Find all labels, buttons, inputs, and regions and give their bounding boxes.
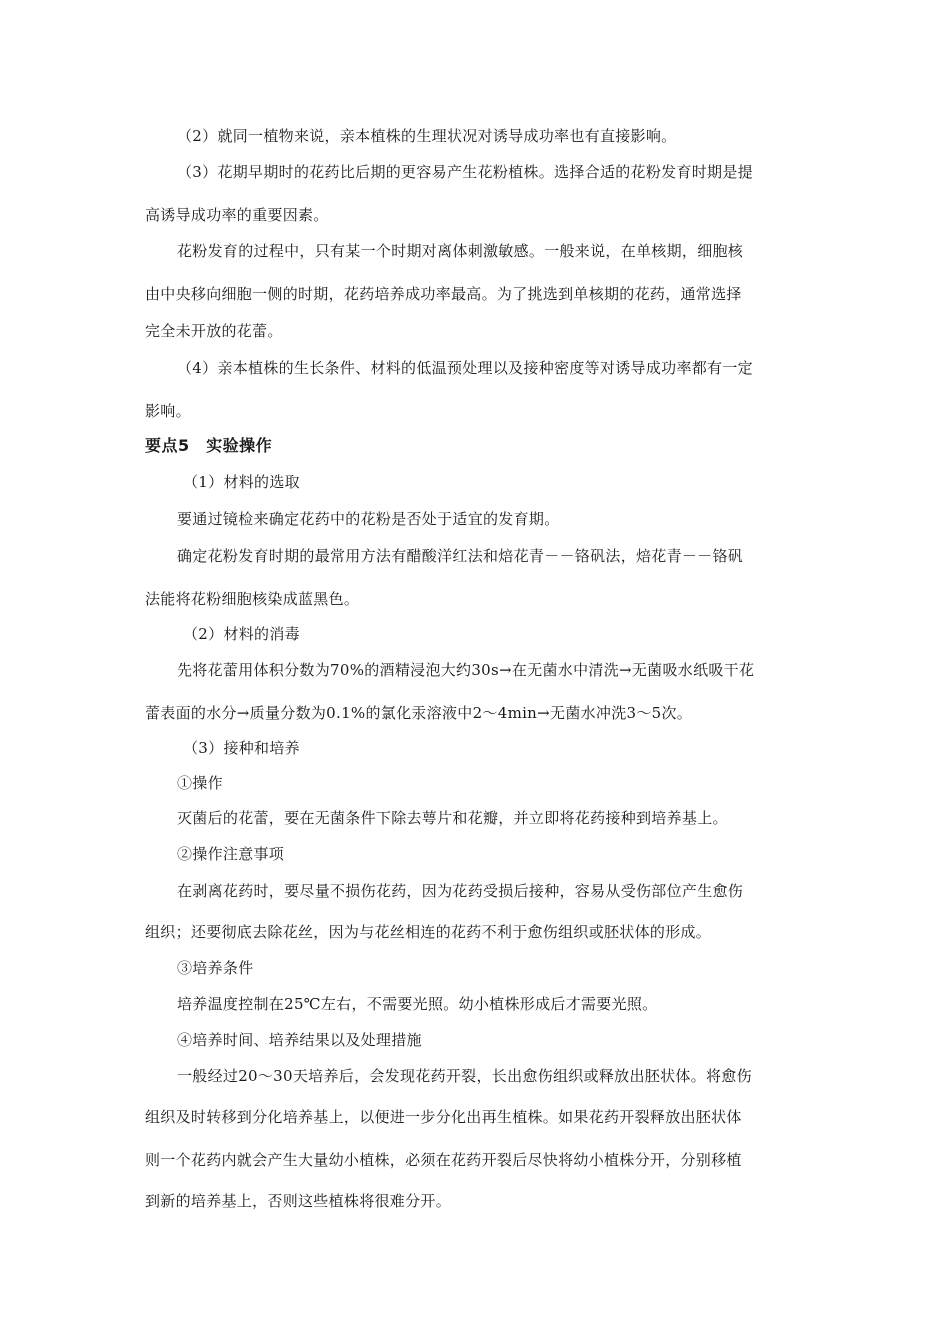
paragraph-line: 培养温度控制在25℃左右，不需要光照。幼小植株形成后才需要光照。 (177, 995, 658, 1013)
subheading: ③培养条件 (177, 959, 254, 977)
paragraph-line: 完全未开放的花蕾。 (145, 322, 283, 340)
paragraph-line: 法能将花粉细胞核染成蓝黑色。 (145, 590, 360, 608)
subheading: ①操作 (177, 774, 223, 792)
paragraph-line: （3）花期早期时的花药比后期的更容易产生花粉植株。选择合适的花粉发育时期是提 (177, 163, 753, 181)
section-heading: 要点5 实验操作 (145, 436, 273, 455)
subheading: （2）材料的消毒 (183, 625, 300, 643)
paragraph-line: 确定花粉发育时期的最常用方法有醋酸洋红法和焙花青－－铬矾法，焙花青－－铬矾 (177, 547, 744, 565)
paragraph-line: 到新的培养基上，否则这些植株将很难分开。 (145, 1192, 452, 1210)
paragraph-line: 则一个花药内就会产生大量幼小植株，必须在花药开裂后尽快将幼小植株分开，分别移植 (145, 1151, 742, 1169)
paragraph-line: 灭菌后的花蕾，要在无菌条件下除去萼片和花瓣，并立即将花药接种到培养基上。 (177, 809, 728, 827)
paragraph-line: 先将花蕾用体积分数为70%的酒精浸泡大约30s→在无菌水中清洗→无菌吸水纸吸干花 (177, 661, 755, 679)
paragraph-line: 影响。 (145, 402, 191, 420)
paragraph-line: （2）就同一植物来说，亲本植株的生理状况对诱导成功率也有直接影响。 (177, 127, 677, 145)
paragraph-line: 在剥离花药时，要尽量不损伤花药，因为花药受损后接种，容易从受伤部位产生愈伤 (177, 882, 744, 900)
paragraph-line: 由中央移向细胞一侧的时期，花药培养成功率最高。为了挑选到单核期的花药，通常选择 (145, 285, 742, 303)
paragraph-line: 花粉发育的过程中，只有某一个时期对离体刺激敏感。一般来说，在单核期，细胞核 (177, 242, 744, 260)
paragraph-line: 蕾表面的水分→质量分数为0.1%的氯化汞溶液中2～4min→无菌水冲洗3～5次。 (145, 704, 693, 722)
subheading: ②操作注意事项 (177, 845, 285, 863)
subheading: ④培养时间、培养结果以及处理措施 (177, 1031, 422, 1049)
paragraph-line: 要通过镜检来确定花药中的花粉是否处于适宜的发育期。 (177, 510, 560, 528)
paragraph-line: 一般经过20～30天培养后，会发现花药开裂，长出愈伤组织或释放出胚状体。将愈伤 (177, 1067, 752, 1085)
subheading: （1）材料的选取 (183, 473, 300, 491)
paragraph-line: 高诱导成功率的重要因素。 (145, 206, 329, 224)
paragraph-line: （4）亲本植株的生长条件、材料的低温预处理以及接种密度等对诱导成功率都有一定 (177, 359, 753, 377)
paragraph-line: 组织；还要彻底去除花丝，因为与花丝相连的花药不利于愈伤组织或胚状体的形成。 (145, 923, 712, 941)
subheading: （3）接种和培养 (183, 739, 300, 757)
paragraph-line: 组织及时转移到分化培养基上，以便进一步分化出再生植株。如果花药开裂释放出胚状体 (145, 1108, 742, 1126)
